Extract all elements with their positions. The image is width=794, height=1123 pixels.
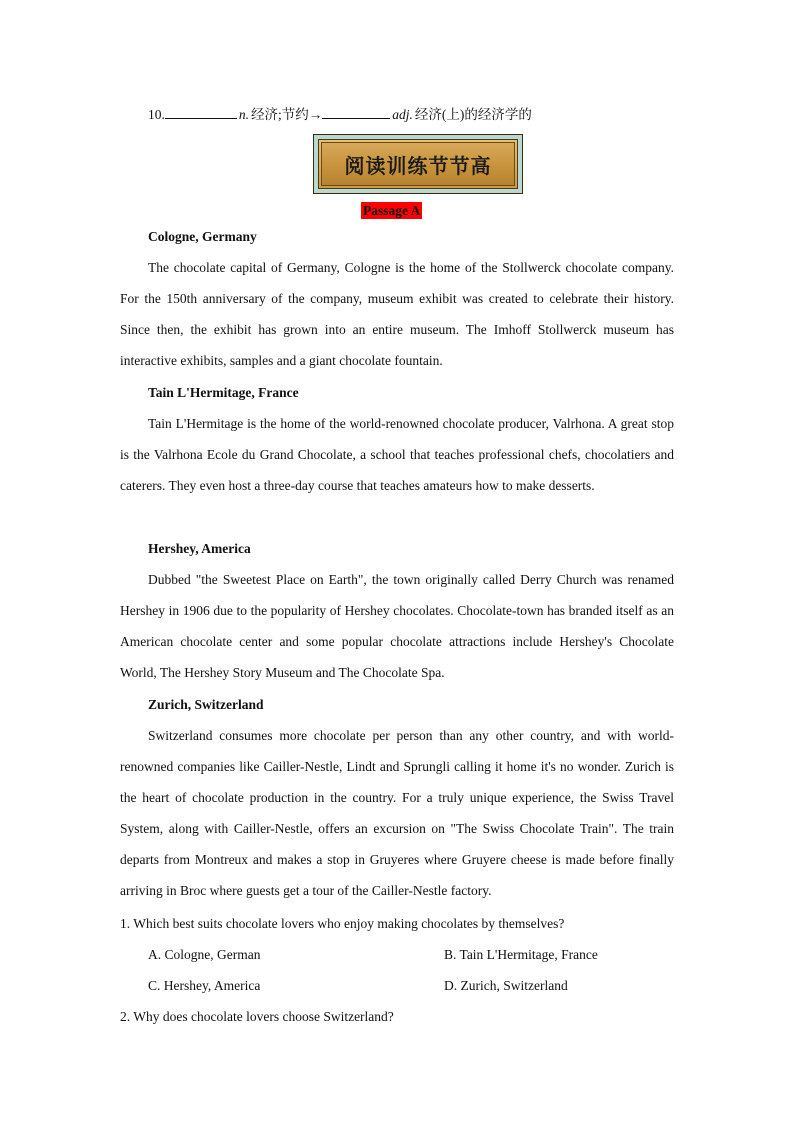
vocab-pos-noun: n. <box>238 107 249 122</box>
vocab-meaning-1: 经济;节约→ <box>251 107 323 122</box>
answer-blank-1[interactable] <box>165 106 237 119</box>
section-text-hershey: Dubbed "the Sweetest Place on Earth", the town originally called Derry Church was renamed Hershey in 1906 due to the popularity of Hershey chocolates. Chocolate-town has branded itself as an American chocolate center and some popular chocolate attractions include Hershey's Chocolate World, The Hershey Story Museum and The Chocolate Spa. <box>120 572 674 680</box>
section-heading-hershey: Hershey, America <box>148 541 251 556</box>
question-1-option-a[interactable]: A. Cologne, German <box>148 947 261 962</box>
passage-label: Passage A <box>363 203 421 218</box>
question-2-stem: 2. Why does chocolate lovers choose Switzerland? <box>120 1009 394 1024</box>
section-heading-zurich: Zurich, Switzerland <box>148 697 264 712</box>
section-text-cologne: The chocolate capital of Germany, Cologne is the home of the Stollwerck chocolate company. For the 150th anniversary of the company, museum exhibit was created to celebrate their history. Since then, the exhibit has grown into an entire museum. The Imhoff Stollwerck museum has interactive exhibits, samples and a giant chocolate fountain. <box>120 260 674 368</box>
section-heading-tain: Tain L'Hermitage, France <box>148 385 299 400</box>
section-banner <box>313 134 523 194</box>
vocab-item-10 <box>148 103 532 123</box>
answer-blank-2[interactable] <box>322 106 390 119</box>
question-1-option-b[interactable]: B. Tain L'Hermitage, France <box>444 947 598 962</box>
vocab-number: 10. <box>148 107 165 122</box>
question-1-option-c[interactable]: C. Hershey, America <box>148 978 261 993</box>
question-1-option-d[interactable]: D. Zurich, Switzerland <box>444 978 568 993</box>
section-heading-cologne: Cologne, Germany <box>148 229 257 244</box>
section-text-tain: Tain L'Hermitage is the home of the world-renowned chocolate producer, Valrhona. A great stop is the Valrhona Ecole du Grand Chocolate, a school that teaches professional chefs, chocolatiers and caterers. They even host a three-day course that teaches amateurs how to make desserts. <box>120 416 674 493</box>
section-banner-title: 阅读训练节节高 <box>344 153 492 178</box>
question-1-stem: 1. Which best suits chocolate lovers who enjoy making chocolates by themselves? <box>120 916 565 931</box>
section-banner-inner <box>321 142 515 186</box>
vocab-meaning-2: 经济(上)的经济学的 <box>414 107 532 122</box>
section-text-zurich: Switzerland consumes more chocolate per person than any other country, and with world-renowned companies like Cailler-Nestle, Lindt and Sprungli calling it home it's no wonder. Zurich is the heart of chocolate production in the country. For a truly unique experience, the Swiss Travel System, along with Cailler-Nestle, offers an excursion on "The Swiss Chocolate Train". The train departs from Montreux and makes a stop in Gruyeres where Gruyere cheese is made before finally arriving in Broc where guests get a tour of the Cailler-Nestle factory. <box>120 728 674 898</box>
vocab-pos-adj: adj. <box>392 107 413 122</box>
